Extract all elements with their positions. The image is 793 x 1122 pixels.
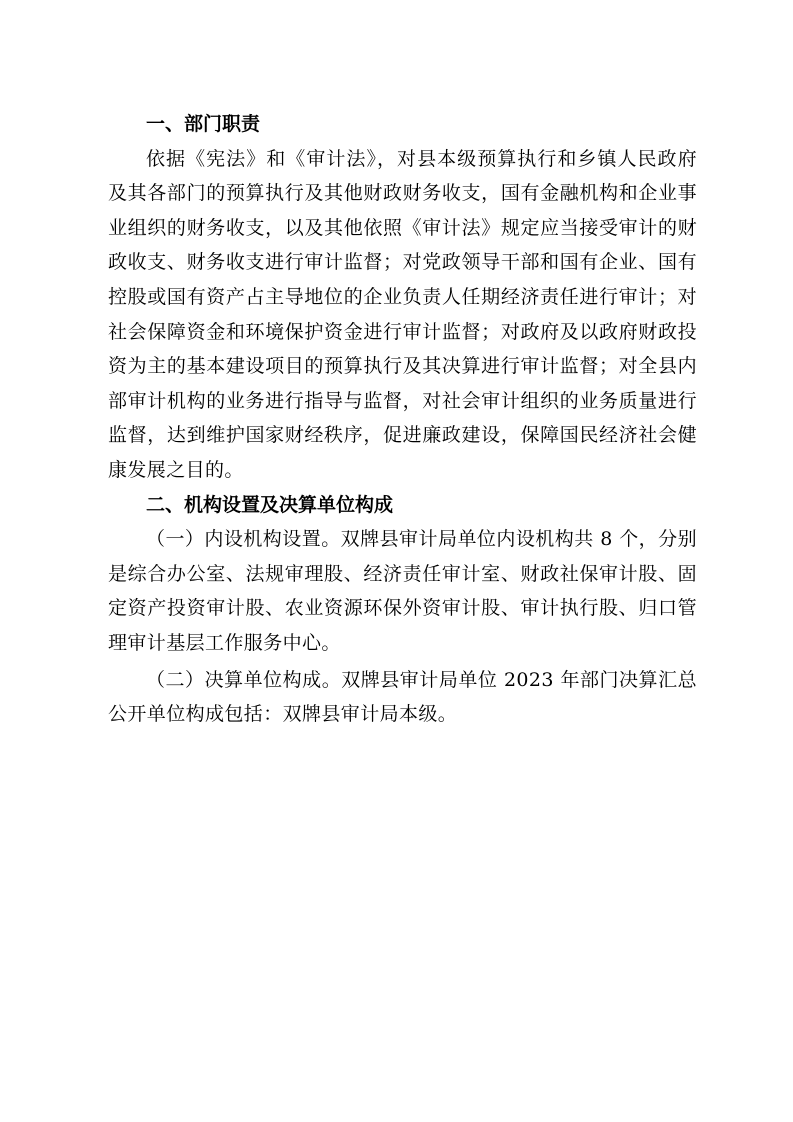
internal-departments-paragraph: （一）内设机构设置。双牌县审计局单位内设机构共 8 个，分别是综合办公室、法规审理股、经济责任审计室、财政社保审计股、固定资产投资审计股、农业资源环保外资审计股、审计执行股、归口管理审计基层工作服务中心。	[108, 528, 697, 654]
section-heading-organization-structure: 二、机构设置及决算单位构成	[146, 493, 394, 516]
document-body	[108, 107, 697, 732]
department-duties-paragraph: 依据《宪法》和《审计法》，对县本级预算执行和乡镇人民政府及其各部门的预算执行及其他财政财务收支，国有金融机构和企业事业组织的财务收支，以及其他依照《审计法》规定应当接受审计的财政收支、财务收支进行审计监督；对党政领导干部和国有企业、国有控股或国有资产占主导地位的企业负责人任期经济责任进行审计；对社会保障资金和环境保护资金进行审计监督；对政府及以政府财政投资为主的基本建设项目的预算执行及其决算进行审计监督；对全县内部审计机构的业务进行指导与监督，对社会审计组织的业务质量进行监督，达到维护国家财经秩序，促进廉政建设，保障国民经济社会健康发展之目的。	[108, 147, 697, 481]
section-heading-department-duties: 一、部门职责	[146, 113, 261, 135]
accounting-units-paragraph: （二）决算单位构成。双牌县审计局单位 2023 年部门决算汇总公开单位构成包括：双牌县审计局本级。	[108, 668, 697, 726]
